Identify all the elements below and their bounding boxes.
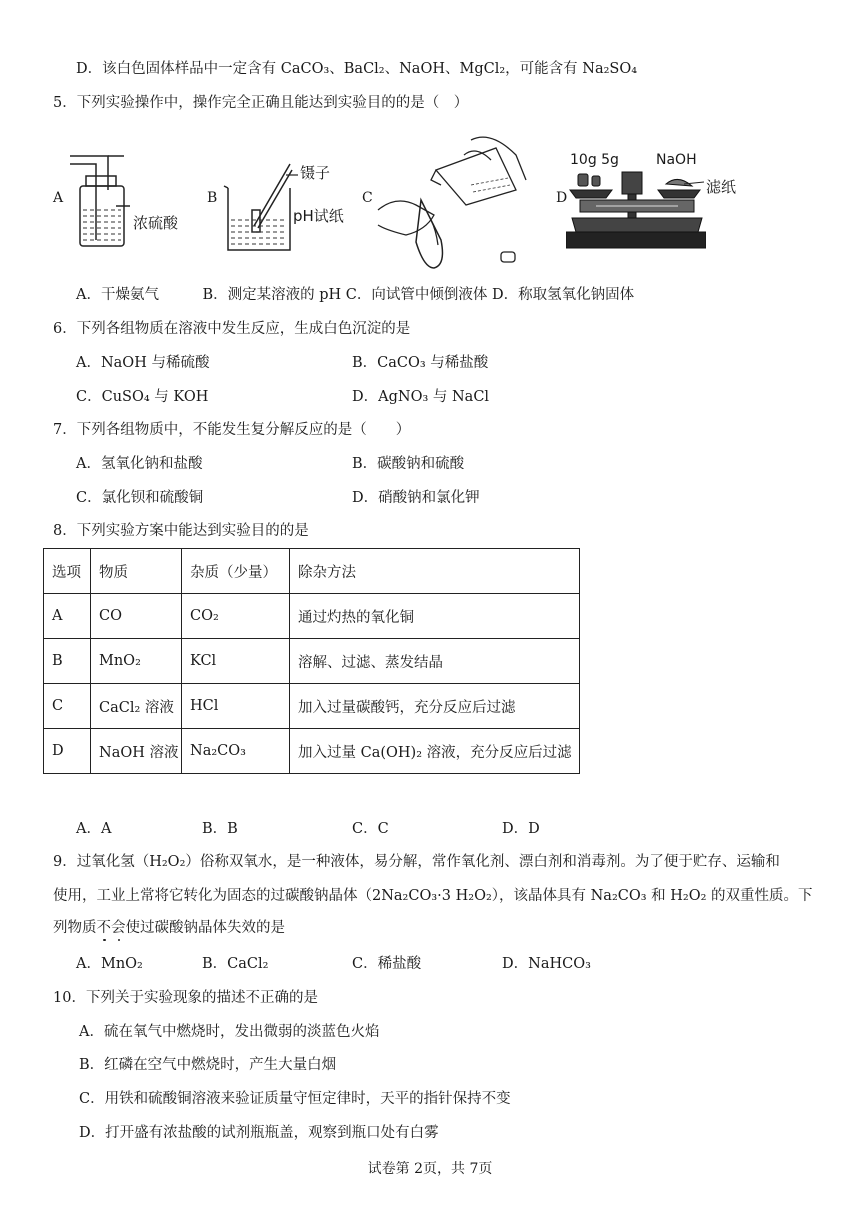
q10-option-c: C．用铁和硫酸铜溶液来验证质量守恒定律时，天平的指针保持不变 bbox=[79, 1091, 511, 1107]
naoh-label: NaOH bbox=[656, 152, 697, 168]
q6-option-a: A．NaOH 与稀硫酸 bbox=[76, 355, 210, 371]
q8-stem: 8．下列实验方案中能达到实验目的的是 bbox=[53, 523, 309, 539]
q8-table bbox=[43, 548, 580, 774]
table-cell: 加入过量碳酸钙，充分反应后过滤 bbox=[290, 684, 580, 729]
figure-c-letter: C bbox=[362, 190, 373, 206]
table-header-cell: 选项 bbox=[44, 549, 91, 594]
q4-option-d: D．该白色固体样品中一定含有 CaCO₃、BaCl₂、NaOH、MgCl₂，可能含有 Na₂SO₄ bbox=[76, 61, 638, 77]
q10-option-a: A．硫在氧气中燃烧时，发出微弱的淡蓝色火焰 bbox=[79, 1024, 380, 1040]
q9-stem-line3 bbox=[53, 918, 285, 938]
table-cell: KCl bbox=[182, 639, 290, 684]
table-cell: B bbox=[44, 639, 91, 684]
q5-stem: 5．下列实验操作中，操作完全正确且能达到实验目的的是（ ） bbox=[53, 95, 469, 111]
beaker-tweezers-figure bbox=[220, 150, 300, 260]
table-header-row bbox=[44, 549, 580, 594]
q9-option-c: C．稀盐酸 bbox=[352, 956, 422, 972]
q7-option-d: D．硝酸钠和氯化钾 bbox=[352, 490, 480, 506]
q5-options: A．干燥氨气 B．测定某溶液的 pH C．向试管中倾倒液体 D．称取氢氧化钠固体 bbox=[76, 287, 635, 303]
q10-option-b: B．红磷在空气中燃烧时，产生大量白烟 bbox=[79, 1057, 337, 1073]
table-cell: CO₂ bbox=[182, 594, 290, 639]
table-row bbox=[44, 729, 580, 774]
q8-option-b: B．B bbox=[202, 821, 238, 837]
table-cell: 通过灼热的氧化铜 bbox=[290, 594, 580, 639]
table-cell: HCl bbox=[182, 684, 290, 729]
ph-paper-label: pH试纸 bbox=[293, 207, 344, 225]
table-header-cell: 除杂方法 bbox=[290, 549, 580, 594]
figure-b-letter: B bbox=[207, 190, 218, 206]
table-cell: CO bbox=[91, 594, 182, 639]
table-cell: C bbox=[44, 684, 91, 729]
gas-washing-bottle-figure bbox=[66, 150, 196, 255]
q8-option-d: D．D bbox=[502, 821, 540, 837]
table-cell: 溶解、过滤、蒸发结晶 bbox=[290, 639, 580, 684]
table-row bbox=[44, 684, 580, 729]
q8-option-a: A．A bbox=[76, 821, 112, 837]
table-cell: NaOH 溶液 bbox=[91, 729, 182, 774]
q6-option-c: C．CuSO₄ 与 KOH bbox=[76, 389, 209, 405]
q9-stem-line1: 9．过氧化氢（H₂O₂）俗称双氧水，是一种液体，易分解，常作氧化剂、漂白剂和消毒剂。为了便于贮存、运输和 bbox=[53, 854, 780, 870]
table-cell: CaCl₂ 溶液 bbox=[91, 684, 182, 729]
balance-figure bbox=[566, 168, 706, 258]
q6-option-b: B．CaCO₃ 与稀盐酸 bbox=[352, 355, 489, 371]
table-cell: MnO₂ bbox=[91, 639, 182, 684]
table-cell: 加入过量 Ca(OH)₂ 溶液，充分反应后过滤 bbox=[290, 729, 580, 774]
q9-option-a: A．MnO₂ bbox=[76, 956, 143, 972]
q9-text-part: 使过碳酸钠晶体失效的是 bbox=[125, 920, 285, 936]
filter-paper-label: 滤纸 bbox=[706, 178, 737, 196]
table-row bbox=[44, 639, 580, 684]
conc-sulfuric-acid-label: 浓硫酸 bbox=[133, 214, 179, 232]
table-header-cell: 物质 bbox=[91, 549, 182, 594]
weights-label: 10g 5g bbox=[570, 152, 619, 168]
table-row bbox=[44, 594, 580, 639]
q7-option-a: A．氢氧化钠和盐酸 bbox=[76, 456, 203, 472]
tweezers-label: 镊子 bbox=[300, 164, 331, 182]
table-cell: Na₂CO₃ bbox=[182, 729, 290, 774]
q7-option-b: B．碳酸钠和硫酸 bbox=[352, 456, 465, 472]
table-header-cell: 杂质（少量） bbox=[182, 549, 290, 594]
page-footer: 试卷第 2页，共 7页 bbox=[367, 1161, 493, 1177]
figure-d-letter: D bbox=[556, 190, 568, 206]
q9-stem-line2: 使用，工业上常将它转化为固态的过碳酸钠晶体（2Na₂CO₃·3 H₂O₂），该晶体具有 Na₂CO₃ 和 H₂O₂ 的双重性质。下 bbox=[53, 888, 813, 904]
emphasis-dot-char: 不 bbox=[96, 920, 111, 936]
q10-option-d: D．打开盛有浓盐酸的试剂瓶瓶盖，观察到瓶口处有白雾 bbox=[79, 1125, 439, 1141]
q9-option-b: B．CaCl₂ bbox=[202, 956, 269, 972]
q6-stem: 6．下列各组物质在溶液中发生反应，生成白色沉淀的是 bbox=[53, 321, 411, 337]
q10-stem: 10．下列关于实验现象的描述不正确的是 bbox=[53, 990, 318, 1006]
q6-option-d: D．AgNO₃ 与 NaCl bbox=[352, 389, 490, 405]
q7-stem: 7．下列各组物质中，不能发生复分解反应的是（ ） bbox=[53, 422, 411, 438]
pouring-liquid-figure bbox=[376, 130, 536, 275]
table-cell: A bbox=[44, 594, 91, 639]
q7-option-c: C．氯化钡和硫酸铜 bbox=[76, 490, 204, 506]
q9-text-part: 列物质 bbox=[53, 920, 97, 936]
table-cell: D bbox=[44, 729, 91, 774]
emphasis-dot-char: 会 bbox=[111, 920, 126, 936]
q9-option-d: D．NaHCO₃ bbox=[502, 956, 591, 972]
q8-option-c: C．C bbox=[352, 821, 389, 837]
figure-a-letter: A bbox=[53, 190, 64, 206]
